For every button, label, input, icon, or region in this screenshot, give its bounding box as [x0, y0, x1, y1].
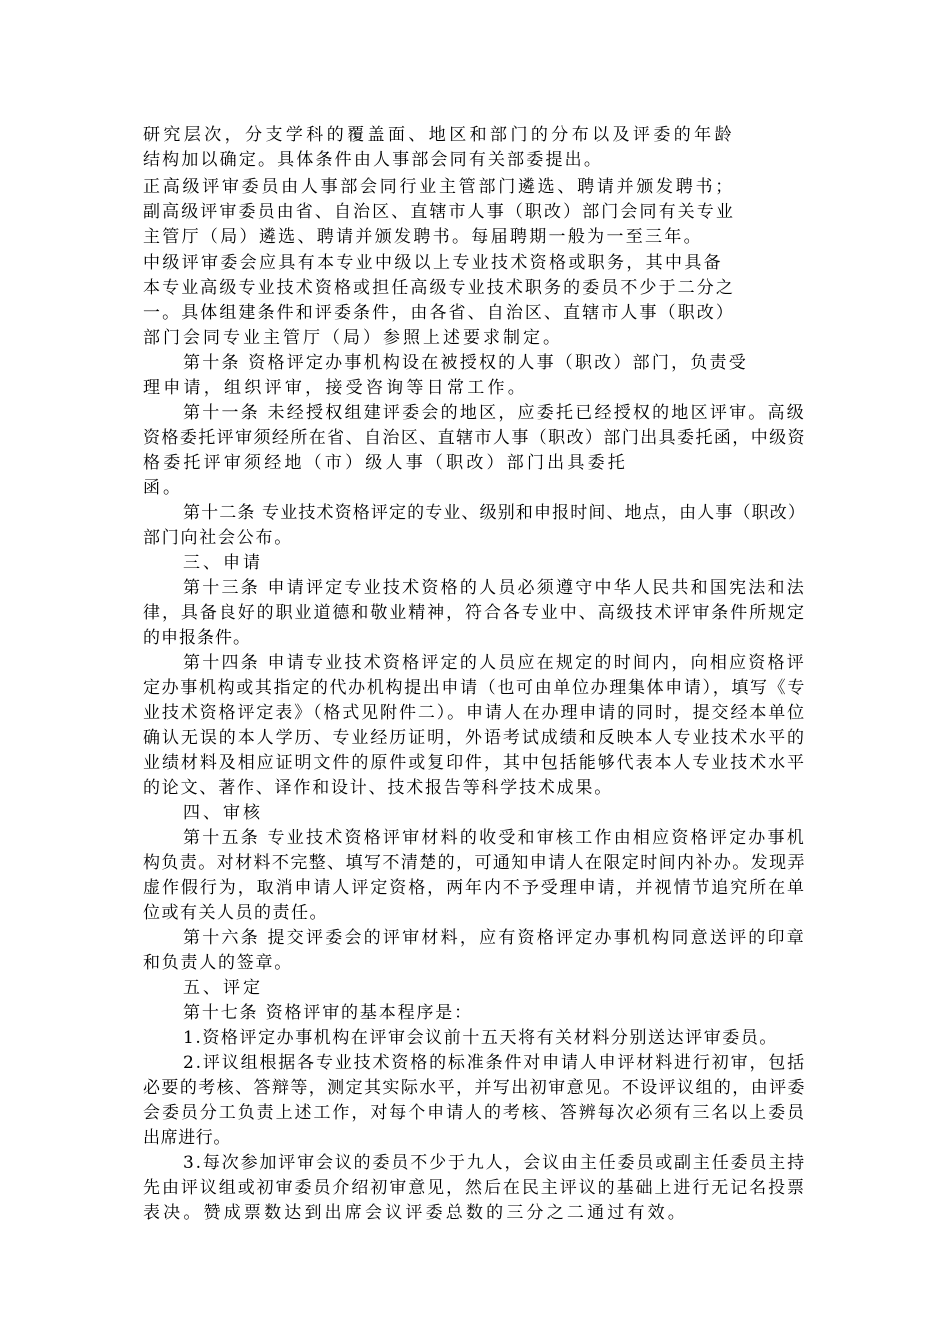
text-line: 先由评议组或初审委员介绍初审意见，然后在民主评议的基础上进行无记名投票	[143, 1178, 807, 1198]
text-line: 函。	[143, 478, 183, 498]
text-line: 会委员分工负责上述工作，对每个申请人的考核、答辨每次必须有三名以上委员	[143, 1103, 807, 1123]
text-line: 第十五条 专业技术资格评审材料的收受和审核工作由相应资格评定办事机	[183, 828, 806, 848]
text-line: 第十条 资格评定办事机构设在被授权的人事（职改）部门，负责受	[183, 353, 749, 373]
text-line: 研究层次，分支学科的覆盖面、地区和部门的分布以及评委的年龄	[143, 125, 736, 145]
text-line: 的申报条件。	[143, 628, 251, 648]
text-line: 业绩材料及相应证明文件的原件或复印件，其中包括能够代表本人专业技术水平	[143, 753, 807, 773]
text-line: 第十三条 申请评定专业技术资格的人员必须遵守中华人民共和国宪法和法	[183, 578, 806, 598]
text-line: 一。具体组建条件和评委条件，由各省、自治区、直辖市人事（职改）	[143, 303, 735, 323]
section-heading: 五、评定	[183, 978, 263, 998]
text-line: 副高级评审委员由省、自治区、直辖市人事（职改）部门会同有关专业	[143, 202, 735, 222]
text-line: 第十四条 申请专业技术资格评定的人员应在规定的时间内，向相应资格评	[183, 653, 806, 673]
text-line: 构负责。对材料不完整、填写不清楚的，可通知申请人在限定时间内补办。发现弄	[143, 853, 806, 873]
text-line: 表决。赞成票数达到出席会议评委总数的三分之二通过有效。	[143, 1203, 688, 1223]
text-line: 确认无误的本人学历、专业经历证明，外语考试成绩和反映本人专业技术水平的	[143, 728, 807, 748]
text-line: 律，具备良好的职业道德和敬业精神，符合各专业中、高级技术评审条件所规定	[143, 603, 807, 623]
text-line: 必要的考核、答辩等，测定其实际水平，并写出初审意见。不设评议组的，由评委	[143, 1078, 806, 1098]
list-item: 1.资格评定办事机构在评审会议前十五天将有关材料分别送达评审委员。	[183, 1028, 778, 1048]
text-line: 资格委托评审须经所在省、自治区、直辖市人事（职改）部门出具委托函，中级资	[143, 428, 806, 448]
text-line: 定办事机构或其指定的代办机构提出申请（也可由单位办理集体申请），填写《专	[143, 678, 806, 698]
text-line: 第十一条 未经授权组建评委会的地区，应委托已经授权的地区评审。高级	[183, 403, 806, 423]
text-line: 正高级评审委员由人事部会同行业主管部门遴选、聘请并颁发聘书；	[143, 177, 735, 197]
text-line: 部门会同专业主管厅（局）参照上述要求制定。	[143, 328, 563, 348]
text-line: 的论文、著作、译作和设计、技术报告等科学技术成果。	[143, 778, 613, 798]
list-item: 3.每次参加评审会议的委员不少于九人，会议由主任委员或副主任委员主持	[183, 1153, 806, 1173]
section-heading: 三、申请	[183, 553, 263, 573]
text-line: 本专业高级专业技术资格或担任高级专业技术职务的委员不少于二分之	[143, 278, 735, 298]
text-line: 虚作假行为，取消申请人评定资格，两年内不予受理申请，并视情节追究所在单	[143, 878, 807, 898]
text-line: 中级评审委会应具有本专业中级以上专业技术资格或职务，其中具备	[143, 253, 723, 273]
text-line: 部门向社会公布。	[143, 528, 293, 548]
text-line: 位或有关人员的责任。	[143, 903, 328, 923]
text-line: 和负责人的签章。	[143, 953, 293, 973]
text-line: 业技术资格评定表》（格式见附件二）。申请人在办理申请的同时，提交经本单位	[143, 703, 807, 723]
text-line: 出席进行。	[143, 1128, 231, 1148]
text-line: 结构加以确定。具体条件由人事部会同有关部委提出。	[143, 150, 604, 170]
text-line: 格委托评审须经地（市）级人事（职改）部门出具委托	[143, 453, 628, 473]
list-item: 2.评议组根据各专业技术资格的标准条件对申请人申评材料进行初审，包括	[183, 1053, 806, 1073]
text-line: 理申请，组织评审，接受咨询等日常工作。	[143, 378, 528, 398]
text-line: 主管厅（局）遴选、聘请并颁发聘书。每届聘期一般为一至三年。	[143, 227, 703, 247]
text-line: 第十六条 提交评委会的评审材料，应有资格评定办事机构同意送评的印章	[183, 928, 806, 948]
text-line: 第十二条 专业技术资格评定的专业、级别和申报时间、地点，由人事（职改）	[183, 503, 806, 523]
text-line: 第十七条 资格评审的基本程序是：	[183, 1003, 474, 1023]
section-heading: 四、审核	[183, 803, 263, 823]
